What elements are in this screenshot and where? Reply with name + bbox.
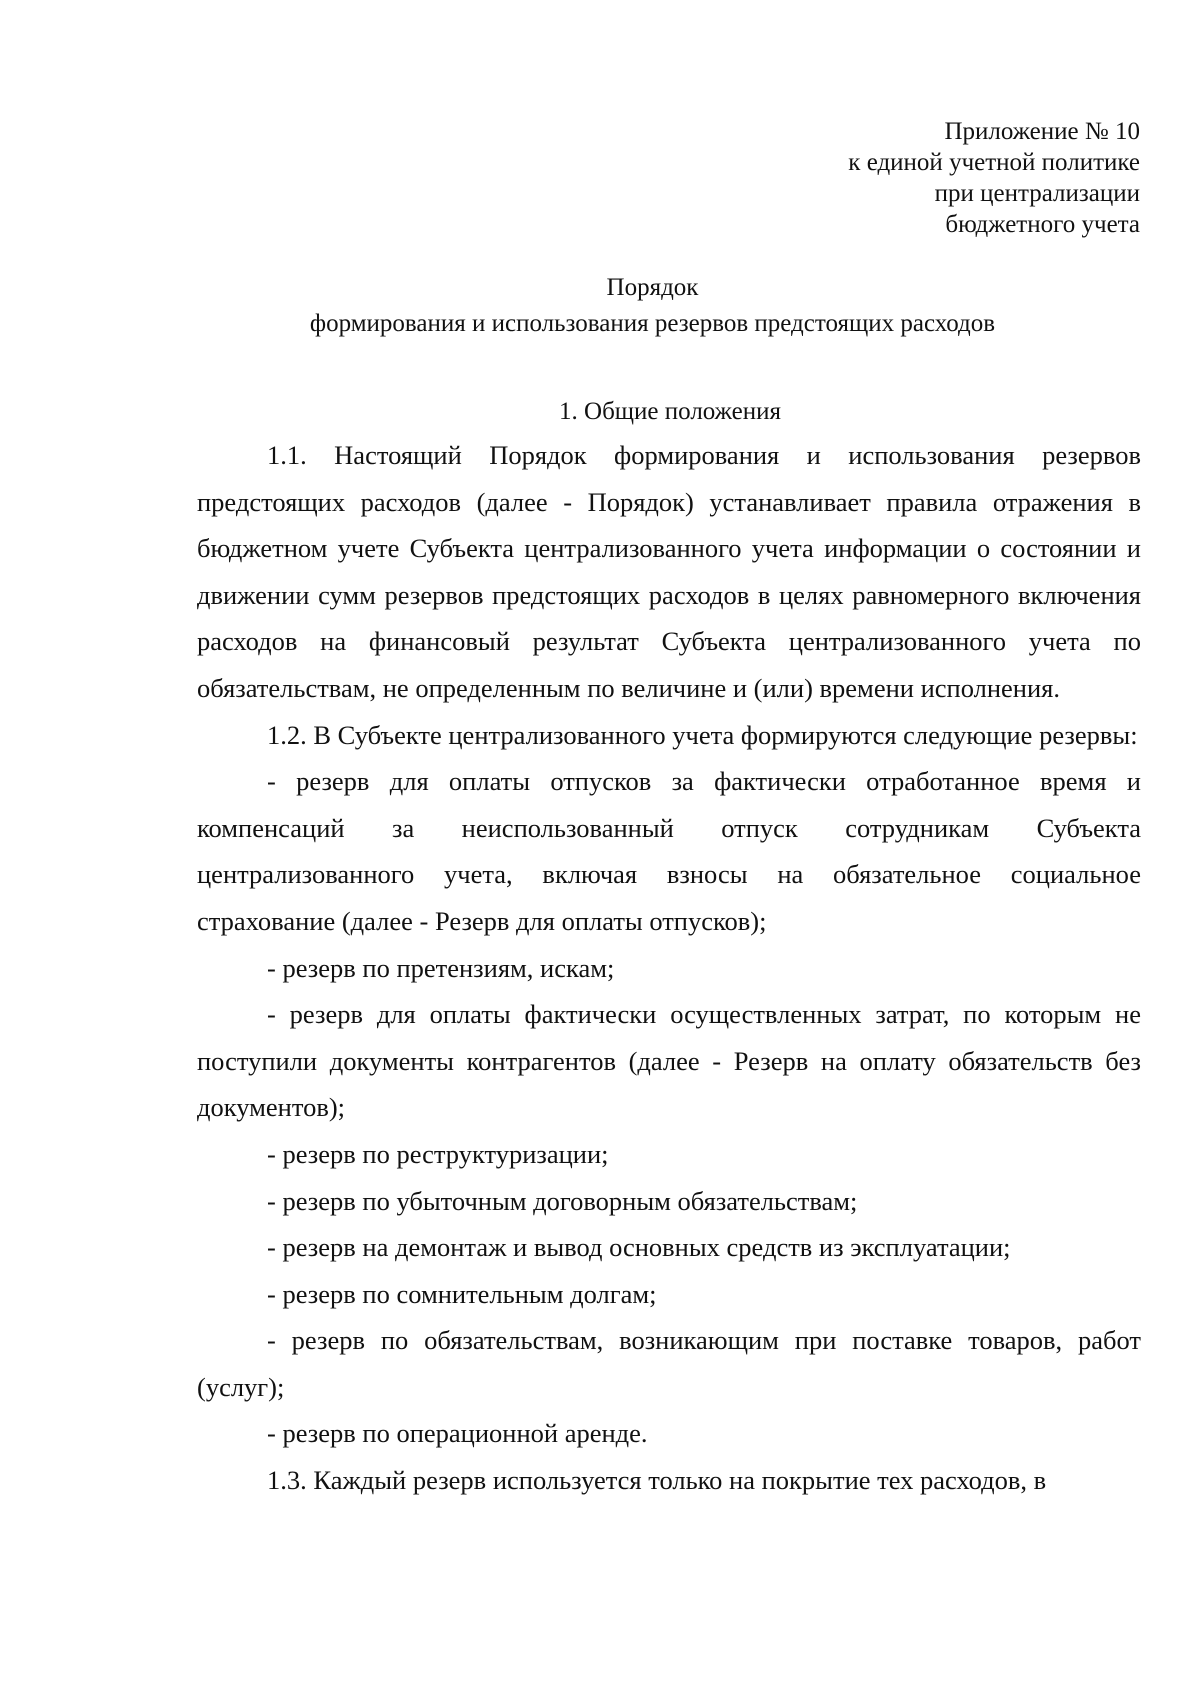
appendix-header-line: к единой учетной политике <box>848 149 1140 176</box>
reserve-list-item: - резерв по убыточным договорным обязательствам; <box>267 1185 858 1216</box>
paragraph-1-3: 1.3. Каждый резерв используется только на покрытие тех расходов, в <box>267 1465 1047 1496</box>
reserve-list-item: - резерв по реструктуризации; <box>267 1138 609 1169</box>
paragraph-1-2: 1.2. В Субъекте централизованного учета формируются следующие резервы: <box>267 719 1138 750</box>
reserve-list-item: - резерв для оплаты отпусков за фактически отработанное время и компенсаций за неиспользованный отпуск сотрудникам Субъекта централизованного учета, включая взносы на обязательное социальное страхование (далее - Резерв для оплаты отпусков); <box>197 766 1141 936</box>
appendix-header-line: при централизации <box>934 180 1140 207</box>
appendix-number: Приложение № 10 <box>944 118 1140 145</box>
reserve-list-item: - резерв для оплаты фактически осуществленных затрат, по которым не поступили документы контрагентов (далее - Резерв на оплату обязательств без документов); <box>197 999 1141 1123</box>
appendix-header <box>540 116 1140 240</box>
reserve-list-item: - резерв на демонтаж и вывод основных средств из эксплуатации; <box>267 1232 1011 1263</box>
document-body <box>197 432 1141 1504</box>
reserve-list-item: - резерв по сомнительным долгам; <box>267 1278 657 1309</box>
reserve-list-item: - резерв по операционной аренде. <box>267 1418 648 1449</box>
paragraph-1-1: 1.1. Настоящий Порядок формирования и использования резервов предстоящих расходов (далее - Порядок) устанавливает правила отражения в бюджетном учете Субъекта централизованного учета информации о состоянии и движении сумм резервов предстоящих расходов в целях равномерного включения расходов на финансовый результат Субъекта централизованного учета по обязательствам, не определенным по величине и (или) времени исполнения. <box>197 440 1141 703</box>
section-heading: 1. Общие положения <box>559 398 781 425</box>
document-title <box>0 270 1200 342</box>
appendix-header-line: бюджетного учета <box>945 211 1140 238</box>
reserve-list-item: - резерв по обязательствам, возникающим при поставке товаров, работ (услуг); <box>197 1325 1141 1402</box>
document-title-main: Порядок <box>606 274 699 301</box>
reserve-list-item: - резерв по претензиям, искам; <box>267 952 615 983</box>
document-title-subtitle: формирования и использования резервов предстоящих расходов <box>309 310 996 337</box>
